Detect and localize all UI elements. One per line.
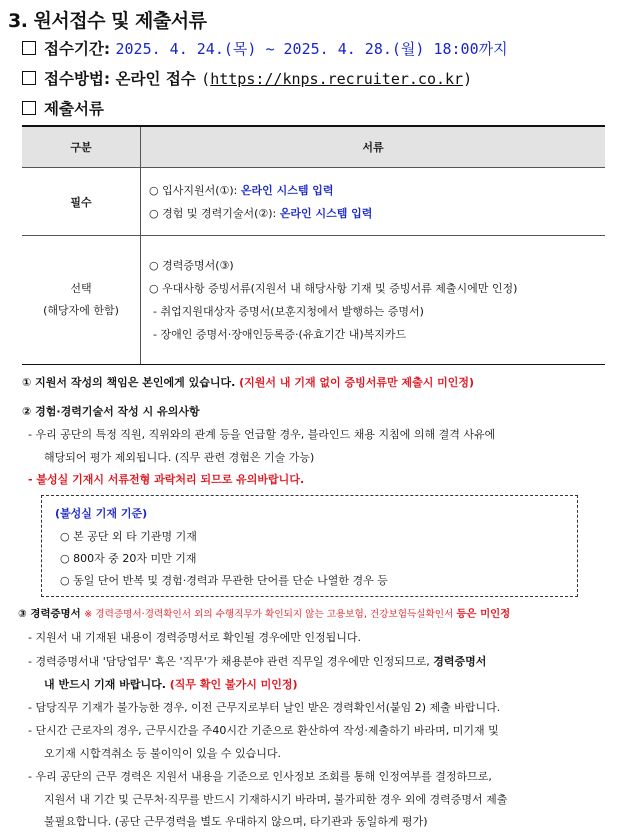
note-3-line: 지원서 내 기간 및 근무처·직무를 반드시 기재하시기 바라며, 불가피한 경우 외에 경력증명서 제출 [44, 793, 508, 806]
reception-period: 접수기간: 2025. 4. 24.(목) ~ 2025. 4. 28.(월) 18:00까지 [22, 37, 508, 59]
category-optional: 선택 (해당자에 한함) [22, 236, 141, 365]
note-2-line: - 우리 공단의 특정 직원, 직위와의 관계 등을 언급할 경우, 블라인드 채용 지침에 의해 결격 사유에 [28, 428, 496, 441]
list-item: ○ 동일 단어 반복 및 경험·경력과 무관한 단어를 단순 나열한 경우 등 [60, 574, 388, 587]
note-3-title: ③ 경력증명서 ※ 경력증명서·경력확인서 외의 수행직무가 확인되지 않는 고용보험, 건강보험득실확인서 등은 미인정 [18, 608, 511, 620]
note-3-line: - 담당직무 기재가 불가능한 경우, 이전 근무지로부터 날인 받은 경력확인서(붙임 2) 제출 바랍니다. [28, 701, 501, 714]
required-items [141, 168, 606, 236]
note-3-line: - 우리 공단의 근무 경력은 지원서 내용을 기준으로 인사정보 조회를 통해 인정여부를 결정하므로, [28, 770, 492, 783]
note-2-title: ② 경험·경력기술서 작성 시 유의사항 [22, 405, 200, 418]
table-row-optional [22, 236, 605, 365]
note-3-line: - 지원서 내 기재된 내용이 경력증명서로 확인될 경우에만 인정됩니다. [28, 631, 361, 644]
list-item: ○ 경험 및 경력기술서(②): 온라인 시스템 입력 [149, 206, 373, 220]
list-item: ○ 우대사항 증빙서류(지원서 내 해당사항 기재 및 증빙서류 제출시에만 인정) [149, 282, 518, 295]
note-3-line: 오기재 시합격취소 등 불이익이 있을 수 있습니다. [44, 747, 281, 760]
header-documents: 서류 [141, 126, 606, 168]
list-item: ○ 800자 중 20자 미만 기재 [60, 552, 197, 565]
note-3-line: 내 반드시 기재 바랍니다. (직무 확인 불가시 미인정) [44, 678, 298, 691]
note-2-line: 해당되어 평가 제외됩니다. (직무 관련 경험은 기술 가능) [44, 451, 315, 464]
category-required: 필수 [22, 168, 141, 236]
note-3-line: - 단시간 근로자의 경우, 근무시간을 주40시간 기준으로 환산하여 작성·제출하기 바라며, 미기재 및 [28, 724, 499, 737]
table-row-required [22, 168, 605, 236]
checkbox-icon [22, 101, 36, 115]
list-item: - 장애인 증명서·장애인등록증·(유효기간 내)복지카드 [153, 328, 407, 341]
checkbox-icon [22, 41, 36, 55]
documents-title: 제출서류 [22, 97, 104, 119]
reception-method-value: 온라인 접수 [115, 70, 196, 88]
note-3-line: 불필요합니다. (공단 근무경력을 별도 우대하지 않으며, 타기관과 동일하게 평가) [44, 815, 428, 828]
list-item: ○ 경력증명서(③) [149, 259, 234, 272]
section-heading: 3. 원서접수 및 제출서류 [8, 10, 207, 32]
reception-period-value: 2025. 4. 24.(목) ~ 2025. 4. 28.(월) 18:00까지 [115, 40, 508, 58]
optional-items [141, 236, 606, 365]
note-1: ① 지원서 작성의 책임은 본인에게 있습니다. (지원서 내 기재 없이 증빙서류만 제출시 미인정) [22, 376, 475, 389]
list-item: ○ 입사지원서(①): 온라인 시스템 입력 [149, 183, 334, 197]
checkbox-icon [22, 71, 36, 85]
list-item: - 취업지원대상자 증명서(보훈지청에서 발행하는 증명서) [153, 305, 424, 318]
table-header-row [22, 126, 605, 168]
note-2-warning: - 불성실 기재시 서류전형 과락처리 되므로 유의바랍니다. [28, 473, 305, 486]
documents-table [22, 125, 605, 365]
recruit-site-link[interactable]: https://knps.recruiter.co.kr [210, 70, 464, 88]
criteria-box-title: (불성실 기재 기준) [55, 507, 148, 520]
header-category: 구분 [22, 126, 141, 168]
reception-method: 접수방법: 온라인 접수 (https://knps.recruiter.co.kr) [22, 67, 472, 89]
note-3-line: - 경력증명서내 '담당업무' 혹은 '직무'가 채용분야 관련 직무일 경우에만 인정되므로, 경력증명서 [28, 655, 487, 668]
list-item: ○ 본 공단 외 타 기관명 기재 [60, 530, 197, 543]
